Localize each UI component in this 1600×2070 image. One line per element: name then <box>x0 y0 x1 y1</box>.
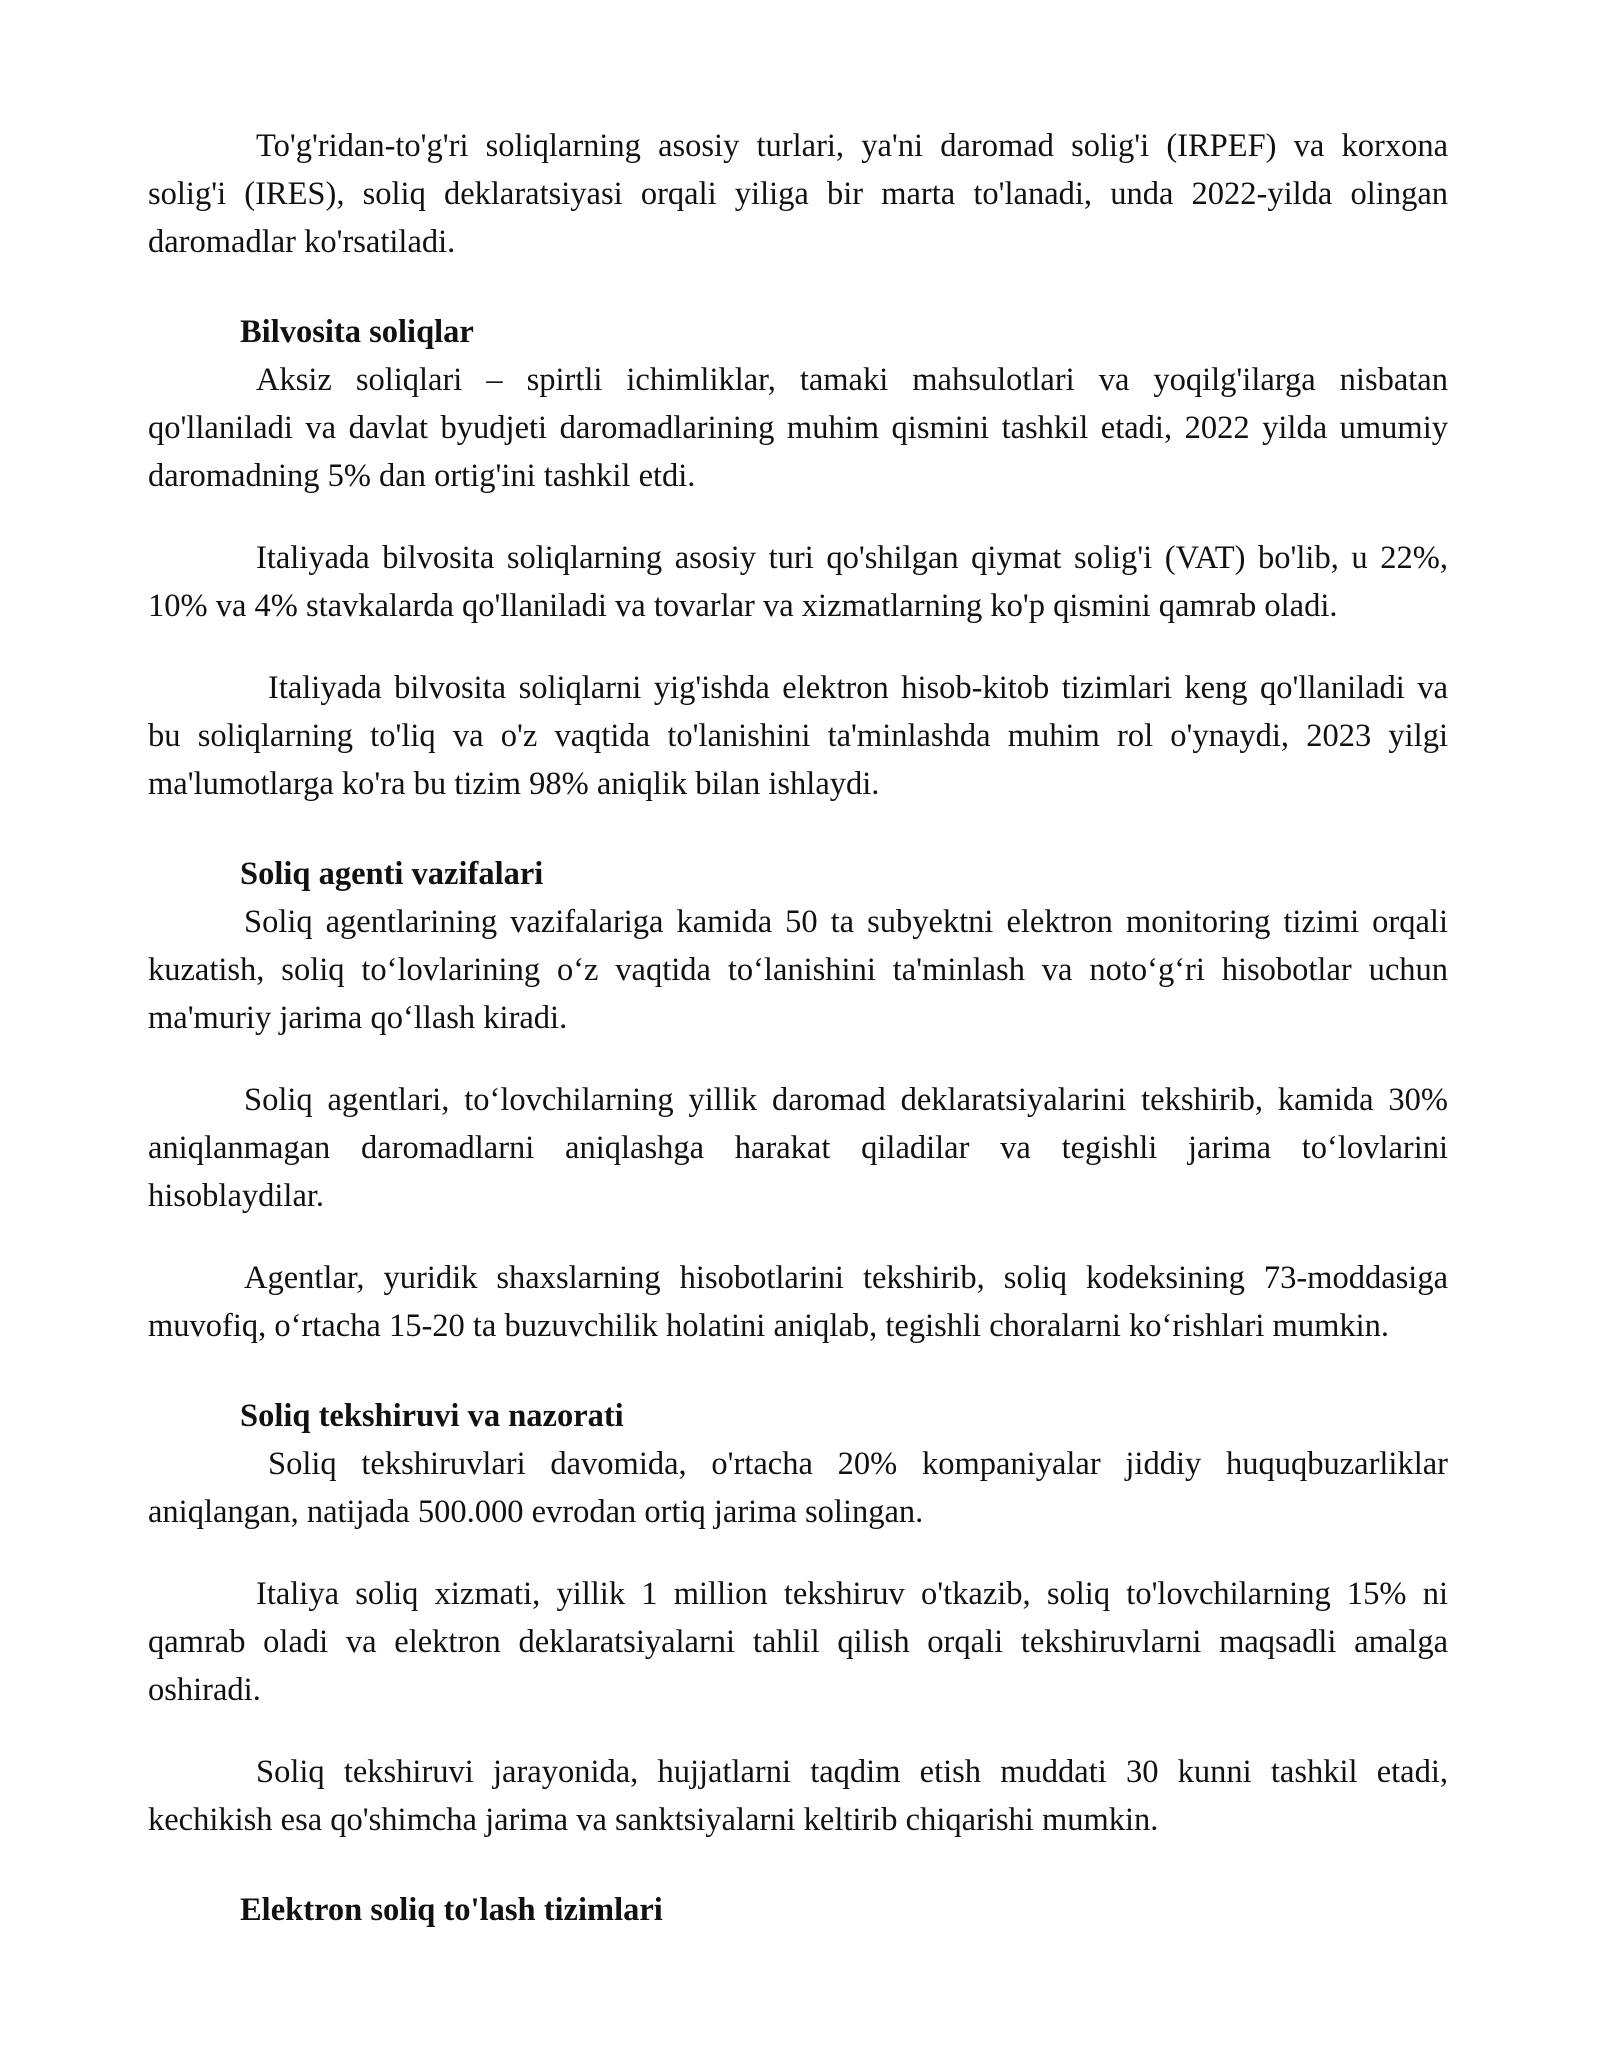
paragraph-agent-duties: Soliq agentlarining vazifalariga kamida 50 ta subyektni elektron monitoring tizimi orqali kuzatish, soliq to‘lovlarining o‘z vaqtida to‘lanishini ta'minlash va noto‘g‘ri hisobotlar uchun ma'muriy jarima qo‘llash kiradi. <box>148 904 1448 1036</box>
document-page <box>148 122 1448 1934</box>
heading-electronic-payment: Elektron soliq to'lash tizimlari <box>240 1892 663 1928</box>
paragraph-vat: Italiyada bilvosita soliqlarning asosiy turi qo'shilgan qiymat solig'i (VAT) bo'lib, u 22%, 10% va 4% stavkalarda qo'llaniladi va tovarlar va xizmatlarning ko'p qismini qamrab oladi. <box>148 540 1448 624</box>
paragraph-agent-declarations: Soliq agentlari, to‘lovchilarning yillik daromad deklaratsiyalarini tekshirib, kamida 30% aniqlanmagan daromadlarni aniqlashga harakat qiladilar va tegishli jarima to‘lovlarini hisoblaydilar. <box>148 1082 1448 1214</box>
heading-indirect-taxes: Bilvosita soliqlar <box>240 314 474 350</box>
paragraph-audit-deadline: Soliq tekshiruvi jarayonida, hujjatlarni taqdim etish muddati 30 kunni tashkil etadi, kechikish esa qo'shimcha jarima va sanktsiyalarni keltirib chiqarishi mumkin. <box>148 1754 1448 1838</box>
paragraph-agent-legal-entities: Agentlar, yuridik shaxslarning hisobotlarini tekshirib, soliq kodeksining 73-moddasiga muvofiq, o‘rtacha 15-20 ta buzuvchilik holatini aniqlab, tegishli choralarni ko‘rishlari mumkin. <box>148 1260 1448 1344</box>
paragraph-audit-results: Soliq tekshiruvlari davomida, o'rtacha 20% kompaniyalar jiddiy huquqbuzarliklar aniqlangan, natijada 500.000 evrodan ortiq jarima solingan. <box>148 1446 1448 1530</box>
paragraph-electronic-accounting: Italiyada bilvosita soliqlarni yig'ishda elektron hisob-kitob tizimlari keng qo'llaniladi va bu soliqlarning to'liq va o'z vaqtida to'lanishini ta'minlashda muhim rol o'ynaydi, 2023 yilgi ma'lumotlarga ko'ra bu tizim 98% aniqlik bilan ishlaydi. <box>148 670 1448 802</box>
heading-tax-audit: Soliq tekshiruvi va nazorati <box>240 1398 624 1434</box>
heading-tax-agent: Soliq agenti vazifalari <box>240 856 544 892</box>
paragraph-audit-service: Italiya soliq xizmati, yillik 1 million tekshiruv o'tkazib, soliq to'lovchilarning 15% ni qamrab oladi va elektron deklaratsiyalarni tahlil qilish orqali tekshiruvlarni maqsadli amalga oshiradi. <box>148 1576 1448 1708</box>
paragraph-excise: Aksiz soliqlari – spirtli ichimliklar, tamaki mahsulotlari va yoqilg'ilarga nisbatan qo'llaniladi va davlat byudjeti daromadlarining muhim qismini tashkil etadi, 2022 yilda umumiy daromadning 5% dan ortig'ini tashkil etdi. <box>148 362 1448 494</box>
paragraph-direct-taxes: To'g'ridan-to'g'ri soliqlarning asosiy turlari, ya'ni daromad solig'i (IRPEF) va korxona solig'i (IRES), soliq deklaratsiyasi orqali yiliga bir marta to'lanadi, unda 2022-yilda olingan daromadlar ko'rsatiladi. <box>148 128 1448 260</box>
